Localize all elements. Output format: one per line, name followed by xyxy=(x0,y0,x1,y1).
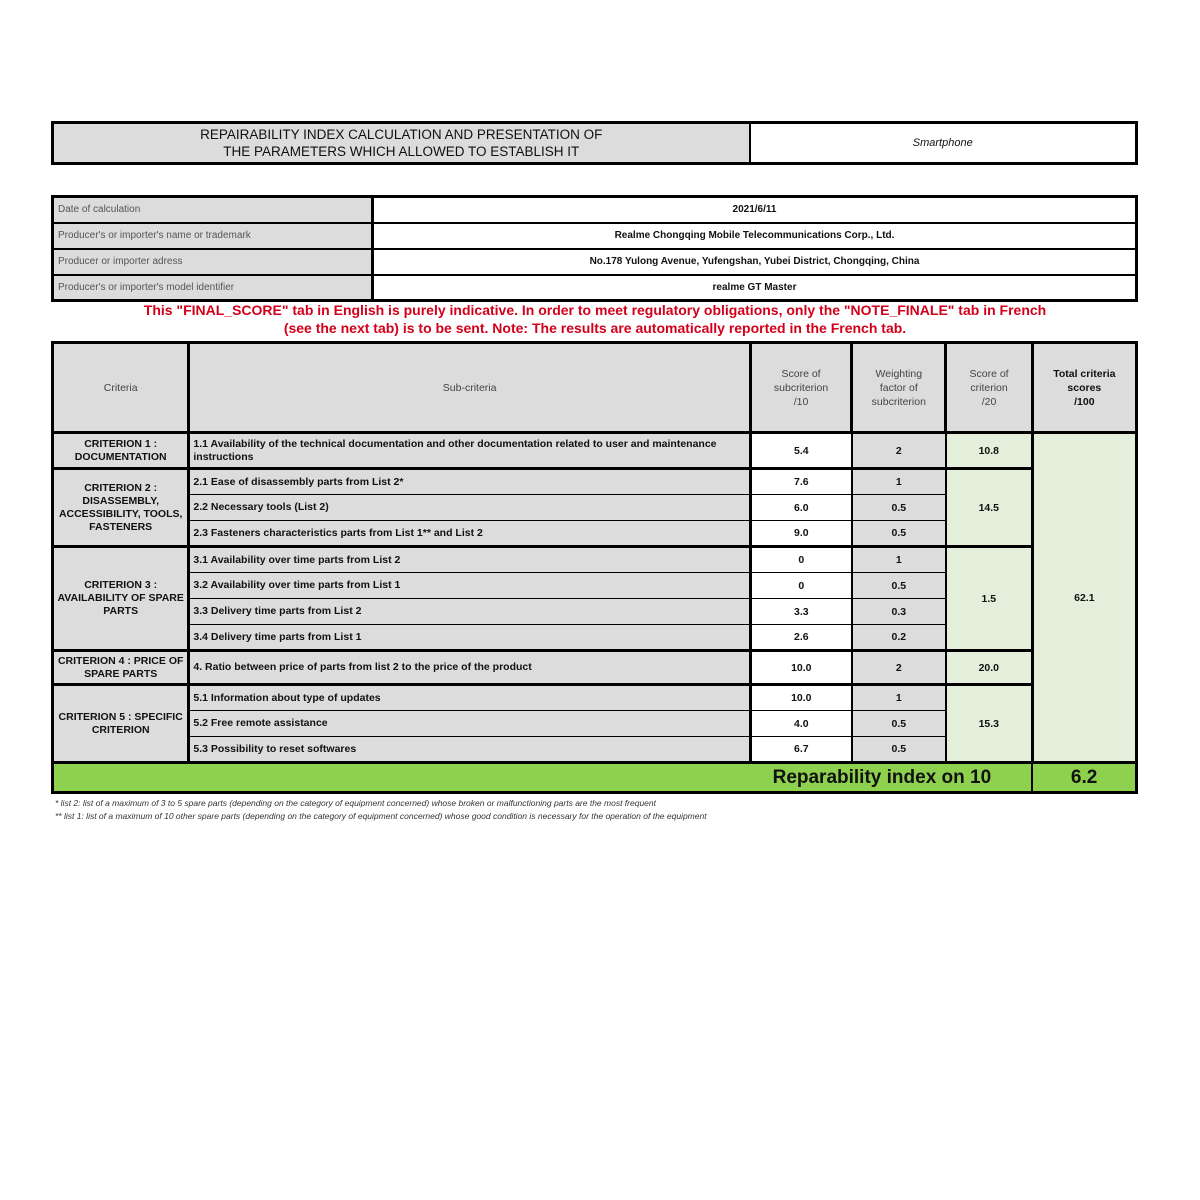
subcriterion-weight: 0.5 xyxy=(852,521,946,547)
info-label: Producer's or importer's model identifier xyxy=(53,275,373,301)
subcriterion-weight: 0.2 xyxy=(852,625,946,651)
subcriterion-score: 6.7 xyxy=(750,737,851,763)
subcriterion-weight: 0.5 xyxy=(852,495,946,521)
total-header: Total criteria scores /100 xyxy=(1032,343,1136,433)
subcriterion-score: 4.0 xyxy=(750,711,851,737)
info-row-date xyxy=(53,197,1137,223)
final-score-row xyxy=(53,763,1137,793)
subcriterion-weight: 2 xyxy=(852,433,946,469)
subcriterion-label: 5.1 Information about type of updates xyxy=(189,685,751,711)
sub-criteria-header: Sub-criteria xyxy=(189,343,751,433)
criteria-header: Criteria xyxy=(53,343,189,433)
table-row xyxy=(53,685,1137,711)
subcriterion-label: 3.1 Availability over time parts from List 2 xyxy=(189,547,751,573)
criterion-4-score: 20.0 xyxy=(946,651,1032,685)
notice-line-2: (see the next tab) is to be sent. Note: The results are automatically reported in the French tab. xyxy=(283,319,907,336)
criterion-1-name: CRITERION 1 : DOCUMENTATION xyxy=(53,433,189,469)
subcriterion-weight: 0.5 xyxy=(852,711,946,737)
subcriterion-label: 3.3 Delivery time parts from List 2 xyxy=(189,599,751,625)
criterion-5-name: CRITERION 5 : SPECIFIC CRITERION xyxy=(53,685,189,763)
footnote-list-1: ** list 1: list of a maximum of 10 other spare parts (depending on the category of equipment concerned) whose good condition is necessary for the operation of the equipment xyxy=(55,811,707,821)
document-title xyxy=(53,123,750,164)
subcriterion-label: 4. Ratio between price of parts from list 2 to the price of the product xyxy=(189,651,751,685)
subcriterion-score: 3.3 xyxy=(750,599,851,625)
subcriterion-weight: 0.3 xyxy=(852,599,946,625)
criterion-5-score: 15.3 xyxy=(946,685,1032,763)
criterion-score-header: Score of criterion /20 xyxy=(946,343,1032,433)
criterion-2-name: CRITERION 2 : DISASSEMBLY, ACCESSIBILITY, TOOLS, FASTENERS xyxy=(53,469,189,547)
info-row-producer xyxy=(53,223,1137,249)
subcriterion-weight: 1 xyxy=(852,469,946,495)
table-header-row xyxy=(53,343,1137,433)
info-table xyxy=(51,195,1138,302)
final-score-label: Reparability index on 10 xyxy=(53,763,1033,793)
table-row xyxy=(53,469,1137,495)
subcriterion-score: 10.0 xyxy=(750,651,851,685)
subcriterion-score: 0 xyxy=(750,547,851,573)
subcriterion-label: 3.4 Delivery time parts from List 1 xyxy=(189,625,751,651)
info-row-model xyxy=(53,275,1137,301)
criterion-4-name: CRITERION 4 : PRICE OF SPARE PARTS xyxy=(53,651,189,685)
criterion-2-score: 14.5 xyxy=(946,469,1032,547)
subcriterion-score: 10.0 xyxy=(750,685,851,711)
info-value: realme GT Master xyxy=(712,281,797,293)
subcriterion-label: 2.3 Fasteners characteristics parts from List 1** and List 2 xyxy=(189,521,751,547)
subcriterion-weight: 1 xyxy=(852,547,946,573)
subcriterion-label: 1.1 Availability of the technical documentation and other documentation related to user and maintenance instructions xyxy=(189,433,751,469)
total-criteria-score: 62.1 xyxy=(1032,433,1136,763)
subcriterion-score: 5.4 xyxy=(750,433,851,469)
info-row-address xyxy=(53,249,1137,275)
title-line-1: REPAIRABILITY INDEX CALCULATION AND PRESENTATION OF xyxy=(200,127,603,142)
product-category: Smartphone xyxy=(750,123,1137,164)
subcriterion-score: 0 xyxy=(750,573,851,599)
subcriterion-weight: 0.5 xyxy=(852,573,946,599)
subcriterion-score: 2.6 xyxy=(750,625,851,651)
subcriterion-weight: 1 xyxy=(852,685,946,711)
subcriterion-weight: 0.5 xyxy=(852,737,946,763)
table-row xyxy=(53,547,1137,573)
subcriterion-label: 2.2 Necessary tools (List 2) xyxy=(189,495,751,521)
subcriterion-label: 5.2 Free remote assistance xyxy=(189,711,751,737)
info-value: 2021/6/11 xyxy=(373,197,1137,223)
scores-table xyxy=(51,341,1138,794)
criterion-3-score: 1.5 xyxy=(946,547,1032,651)
notice-line-1: This "FINAL_SCORE" tab in English is purely indicative. In order to meet regulatory obligations, only the "NOTE_FINALE" tab in French xyxy=(143,302,1047,318)
subcriterion-weight: 2 xyxy=(852,651,946,685)
subcriterion-label: 2.1 Ease of disassembly parts from List 2* xyxy=(189,469,751,495)
footnote-list-2: * list 2: list of a maximum of 3 to 5 spare parts (depending on the category of equipment concerned) whose broken or malfunctioning parts are the most frequent xyxy=(55,798,656,808)
table-row xyxy=(53,651,1137,685)
info-label: Producer or importer adress xyxy=(53,249,373,275)
subcriterion-score: 9.0 xyxy=(750,521,851,547)
info-label: Date of calculation xyxy=(53,197,373,223)
final-score-value: 6.2 xyxy=(1032,763,1136,793)
info-value: Realme Chongqing Mobile Telecommunications Corp., Ltd. xyxy=(373,223,1137,249)
subcriterion-label: 3.2 Availability over time parts from List 1 xyxy=(189,573,751,599)
info-label: Producer's or importer's name or trademark xyxy=(53,223,373,249)
regulatory-notice xyxy=(60,302,1130,337)
subcriterion-score-header: Score of subcriterion /10 xyxy=(750,343,851,433)
title-table xyxy=(51,121,1138,165)
subcriterion-score: 7.6 xyxy=(750,469,851,495)
subcriterion-score: 6.0 xyxy=(750,495,851,521)
subcriterion-label: 5.3 Possibility to reset softwares xyxy=(189,737,751,763)
table-row xyxy=(53,433,1137,469)
criterion-1-score: 10.8 xyxy=(946,433,1032,469)
weighting-header: Weighting factor of subcriterion xyxy=(852,343,946,433)
title-line-2: THE PARAMETERS WHICH ALLOWED TO ESTABLISH IT xyxy=(223,144,580,159)
criterion-3-name: CRITERION 3 : AVAILABILITY OF SPARE PARTS xyxy=(53,547,189,651)
info-value: No.178 Yulong Avenue, Yufengshan, Yubei District, Chongqing, China xyxy=(373,249,1137,275)
